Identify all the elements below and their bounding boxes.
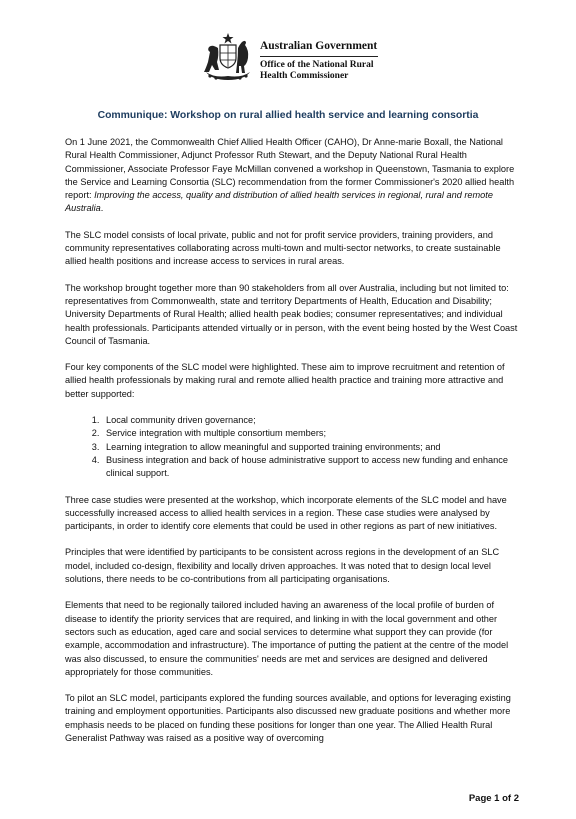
intro-end: . <box>100 203 104 214</box>
header-divider <box>260 56 378 57</box>
page-number: Page 1 of 2 <box>468 793 519 804</box>
slc-model-paragraph: The SLC model consists of local private, public and not for profit service providers, training providers, and community representatives collaborating across multi-town and multi-sector networks, to create sustainable allied health positions and increase access to services in rural areas. <box>65 229 501 267</box>
list-item: 3. Learning integration to allow meaningful and supported training environments; and <box>102 441 523 454</box>
letterhead <box>200 28 400 88</box>
document-body <box>65 136 523 758</box>
regional-elements-paragraph: Elements that need to be regionally tailored included having an awareness of the local profile of burden of disease to identify the priority services that are required, and linking in with the local government and other sectors such as education, aged care and social services to determine what support they can provide (for example, accommodation and infrastructure). The importance of putting the patient at the centre of the model was also discussed, to ensure the communities' needs are met and services are designed and delivered appropriately for those communities. <box>65 600 509 677</box>
intro-paragraph <box>65 136 523 216</box>
pilot-paragraph: To pilot an SLC model, participants explored the funding sources available, and options for leveraging existing training and employment opportunities. Participants also discussed new graduate positions and whether more emphasis needs to be placed on funding these positions for longer than one year. The Allied Health Rural Generalist Pathway was raised as a positive way of overcoming <box>65 693 511 743</box>
components-list <box>65 414 523 480</box>
office-name-line-1: Office of the National Rural <box>260 60 374 70</box>
commonwealth-coat-of-arms-icon <box>200 32 256 82</box>
stakeholders-paragraph: The workshop brought together more than 90 stakeholders from all over Australia, including but not limited to: representatives from Commonwealth, state and territory Departments of Health, Education and Disability; University Departments of Rural Health; allied health peak bodies; consumer representatives; and individual health professionals. Participants attended virtually or in person, with the event being hosted by the West Coast Council of Tasmania. <box>65 282 518 346</box>
list-item: 2. Service integration with multiple consortium members; <box>102 427 523 440</box>
list-item: 1. Local community driven governance; <box>102 414 523 427</box>
case-studies-paragraph: Three case studies were presented at the workshop, which incorporate elements of the SLC model and have successfully increased access to allied health services in a region. These case studies were analysed by participants, in order to identify core elements that could be used in other regions as part of new initiatives. <box>65 494 507 532</box>
document-title: Communique: Workshop on rural allied health service and learning consortia <box>97 110 479 121</box>
list-item: 4. Business integration and back of house administrative support to access new funding and enhance clinical support. <box>102 454 523 481</box>
government-name: Australian Government <box>260 40 378 52</box>
intro-text: On 1 June 2021, the Commonwealth Chief Allied Health Officer (CAHO), Dr Anne-marie Boxall, the National Rural Health Commissioner, Adjunct Professor Ruth Stewart, and the Deputy National Rural Health Commissioner, Associate Professor Faye McMillan convened a workshop in Queenstown, Tasmania to explore the Service and Learning Consortia (SLC) recommendation from the former Commissioner's 2020 allied health report: <box>65 137 515 201</box>
components-intro-paragraph: Four key components of the SLC model were highlighted. These aim to improve recruitment and retention of allied health professionals by making rural and remote allied health practice and training more attractive and better supported: <box>65 362 505 399</box>
office-name-line-2: Health Commissioner <box>260 71 349 81</box>
report-title: Improving the access, quality and distribution of allied health services in regional, rural and remote Australia <box>65 190 493 214</box>
principles-paragraph: Principles that were identified by participants to be consistent across regions in the development of an SLC model, included co-design, flexibility and locally driven approaches. It was noted that to design local level solutions, there needs to be co-contributions from all participating organisations. <box>65 547 500 585</box>
organisation-name <box>260 40 378 82</box>
